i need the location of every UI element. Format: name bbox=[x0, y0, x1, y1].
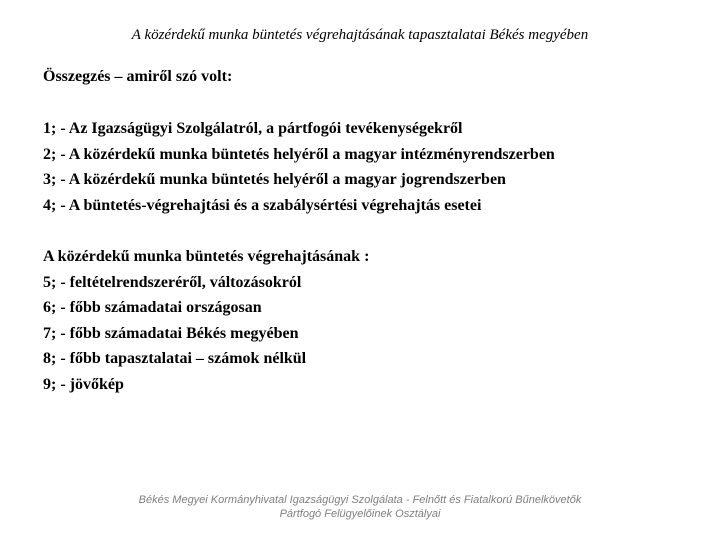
list-item: 4; - A büntetés-végrehajtási és a szabálysértési végrehajtás esetei bbox=[43, 196, 482, 214]
topics-list bbox=[43, 116, 555, 218]
footer-line-1: Békés Megyei Kormányhivatal Igazságügyi Szolgálata - Felnőtt és Fiatalkorú Bűnelkövetők bbox=[138, 494, 582, 506]
slide-title: A közérdekű munka büntetés végrehajtásának tapasztalatai Békés megyében bbox=[131, 27, 589, 43]
list-item: 9; - jövőkép bbox=[43, 375, 124, 393]
list-item: 1; - Az Igazságügyi Szolgálatról, a pártfogói tevékenységekről bbox=[43, 120, 463, 137]
list-item: 6; - főbb számadatai országosan bbox=[43, 299, 262, 316]
list-item: 2; - A közérdekű munka büntetés helyéről a magyar intézményrendszerben bbox=[43, 145, 555, 163]
list-item: 8; - főbb tapasztalatai – számok nélkül bbox=[43, 350, 307, 367]
execution-list-heading: A közérdekű munka büntetés végrehajtásának : bbox=[43, 248, 370, 265]
execution-list bbox=[43, 244, 369, 397]
summary-section bbox=[43, 64, 232, 90]
list-item: 7; - főbb számadatai Békés megyében bbox=[43, 324, 299, 342]
footer bbox=[0, 493, 720, 521]
list-item: 5; - feltételrendszeréről, változásokról bbox=[43, 273, 302, 291]
footer-line-2: Pártfogó Felügyelőinek Osztályai bbox=[279, 508, 441, 520]
list-item: 3; - A közérdekű munka büntetés helyéről a magyar jogrendszerben bbox=[43, 171, 506, 188]
summary-heading: Összegzés – amiről szó volt: bbox=[43, 68, 233, 85]
